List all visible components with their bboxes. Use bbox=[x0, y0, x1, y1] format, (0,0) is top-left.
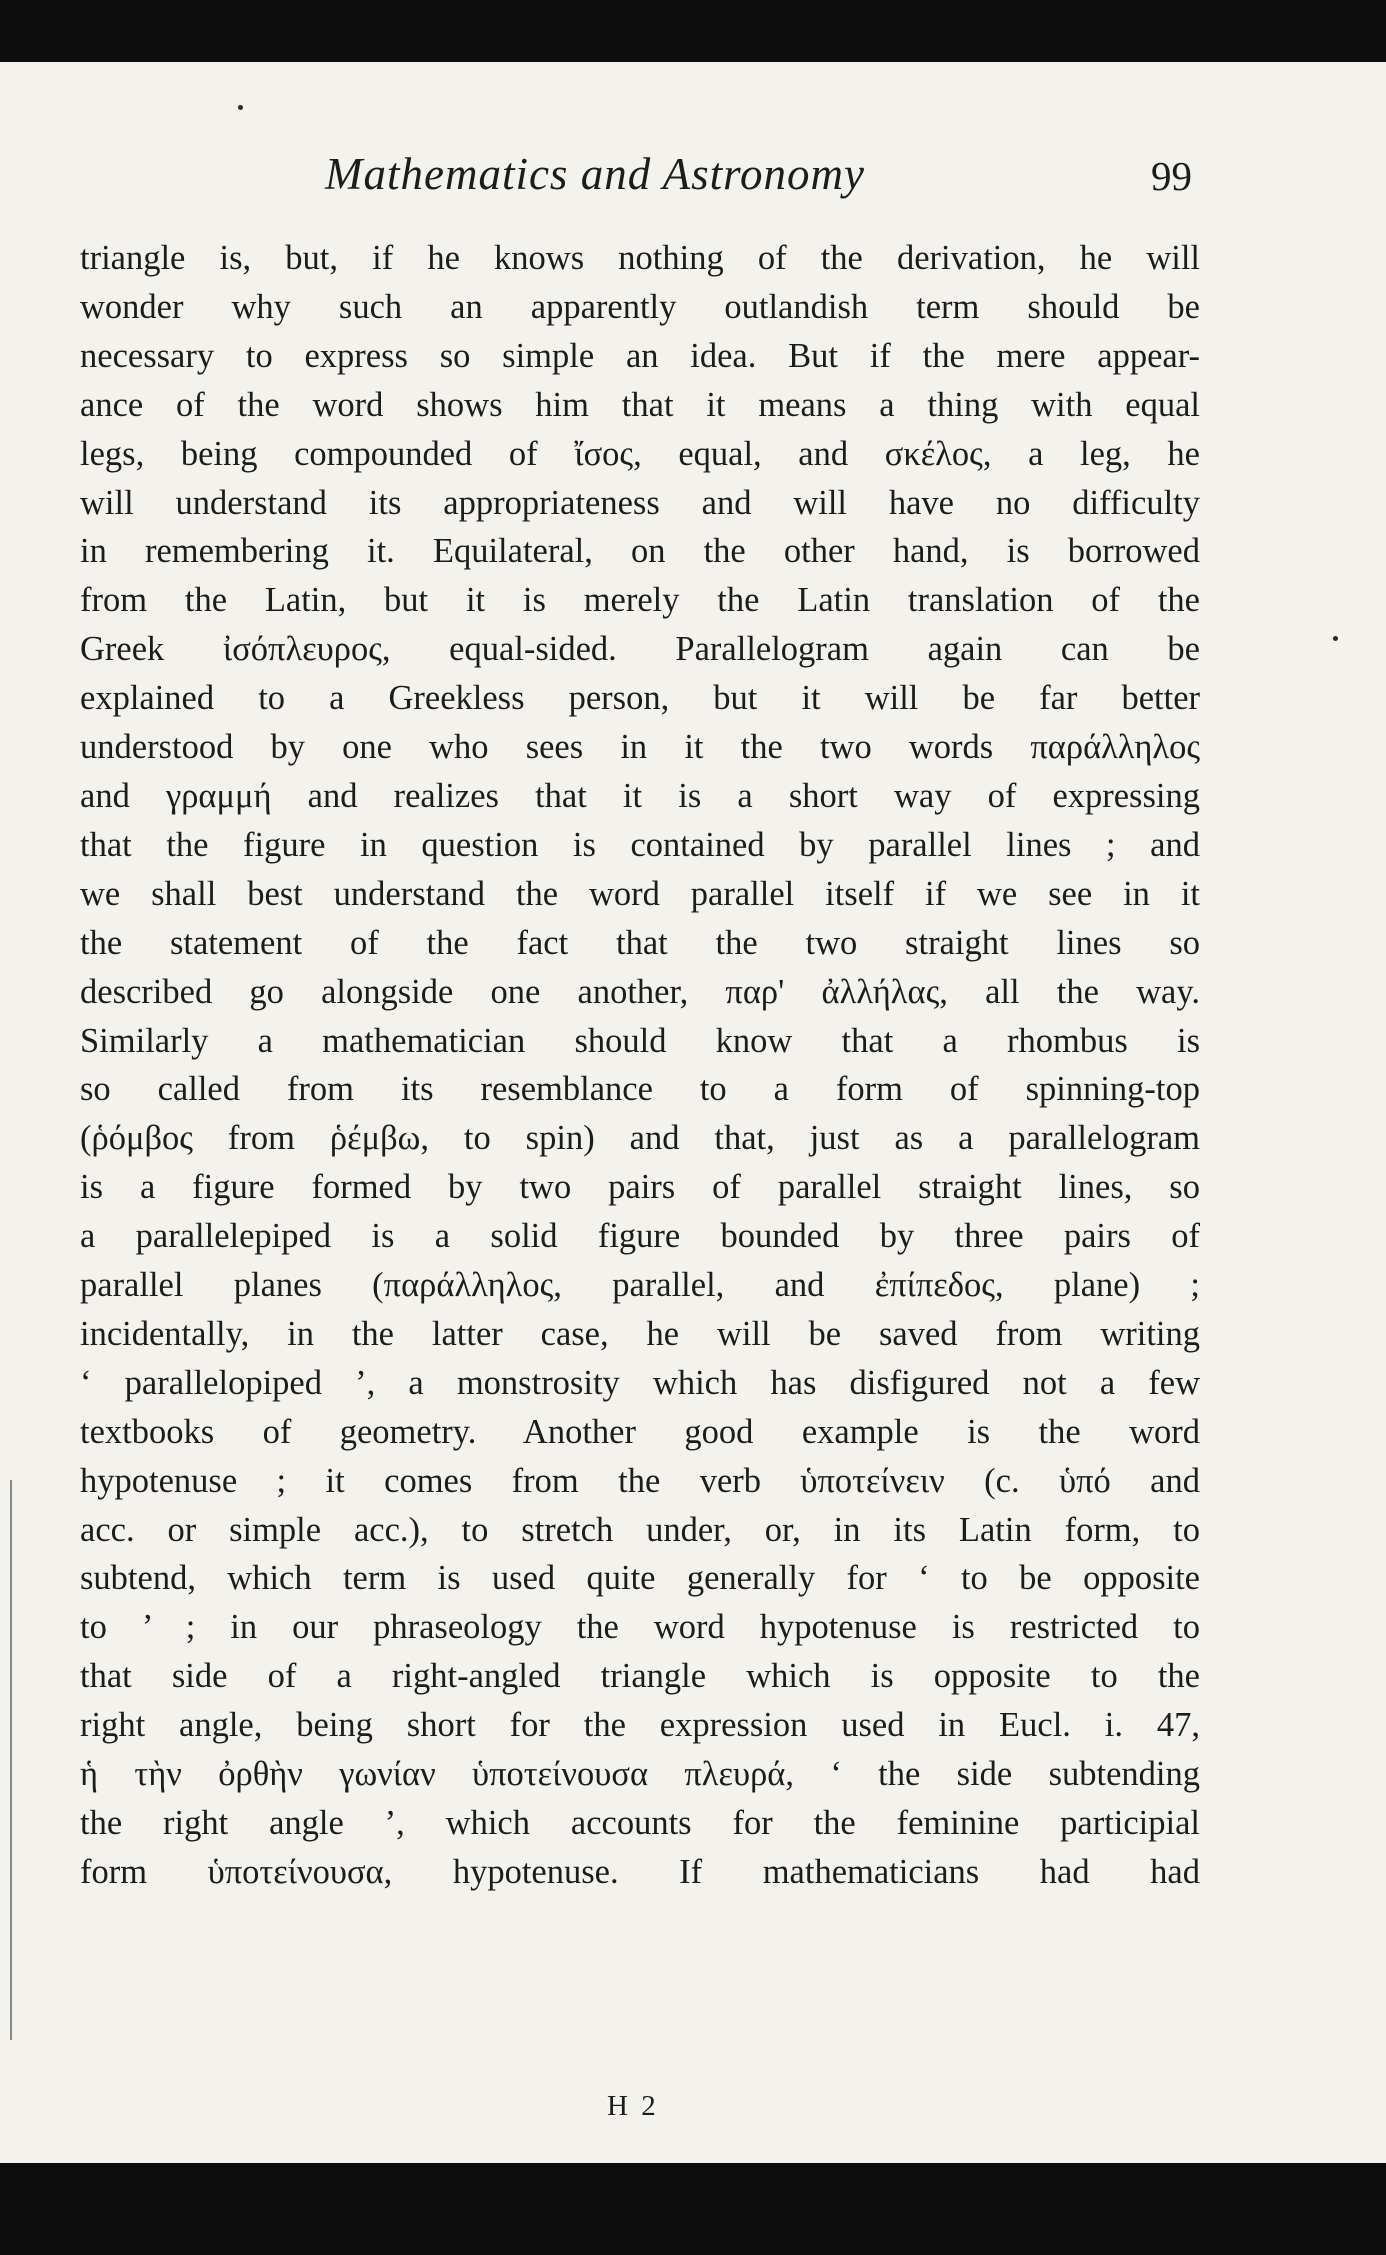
text-line: hypotenuse ; it comes from the verb ὑποτείνειν (c. ὑπό and bbox=[80, 1461, 1200, 1500]
text-line: understood by one who sees in it the two words παράλληλος bbox=[80, 728, 1200, 767]
text-line: form ὑποτείνουσα, hypotenuse. If mathematicians had had bbox=[80, 1852, 1200, 1891]
text-line: to ’ ; in our phraseology the word hypotenuse is restricted to bbox=[80, 1608, 1200, 1647]
page-edge-shadow bbox=[10, 1480, 12, 2040]
text-line: Similarly a mathematician should know that a rhombus is bbox=[80, 1021, 1200, 1060]
text-line: in remembering it. Equilateral, on the other hand, is borrowed bbox=[80, 532, 1200, 571]
scan-speck bbox=[238, 105, 243, 110]
text-line: parallel planes (παράλληλος, parallel, and ἐπίπεδος, plane) ; bbox=[80, 1266, 1200, 1305]
text-line: a parallelepiped is a solid figure bounded by three pairs of bbox=[80, 1217, 1200, 1256]
text-line: that the figure in question is contained by parallel lines ; and bbox=[80, 825, 1200, 864]
text-line: ‘ parallelopiped ’, a monstrosity which has disfigured not a few bbox=[80, 1363, 1200, 1402]
text-line: explained to a Greekless person, but it will be far better bbox=[80, 679, 1200, 718]
text-line: ance of the word shows him that it means a thing with equal bbox=[80, 385, 1200, 424]
text-line: (ῥόμβος from ῥέμβω, to spin) and that, just as a parallelogram bbox=[80, 1119, 1200, 1158]
text-line: is a figure formed by two pairs of parallel straight lines, so bbox=[80, 1168, 1200, 1207]
text-line: described go alongside one another, παρ' ἀλλήλας, all the way. bbox=[80, 972, 1200, 1011]
running-title: Mathematics and Astronomy bbox=[325, 149, 865, 199]
scan-border-bottom bbox=[0, 2163, 1386, 2255]
text-line: and γραμμή and realizes that it is a short way of expressing bbox=[80, 776, 1200, 815]
running-head bbox=[80, 140, 1200, 210]
text-line: ἡ τὴν ὀρθὴν γωνίαν ὑποτείνουσα πλευρά, ‘ the side subtending bbox=[80, 1755, 1200, 1794]
text-line: acc. or simple acc.), to stretch under, or, in its Latin form, to bbox=[80, 1510, 1200, 1549]
scan-speck bbox=[1333, 636, 1338, 641]
text-line: textbooks of geometry. Another good example is the word bbox=[80, 1412, 1200, 1451]
text-line: will understand its appropriateness and will have no difficulty bbox=[80, 483, 1200, 522]
text-line: the right angle ’, which accounts for the feminine participial bbox=[80, 1804, 1200, 1842]
text-line: Greek ἰσόπλευρος, equal-sided. Parallelogram again can be bbox=[80, 630, 1200, 669]
text-line: we shall best understand the word parallel itself if we see in it bbox=[80, 874, 1200, 913]
text-line: the statement of the fact that the two straight lines so bbox=[80, 923, 1200, 962]
body-text bbox=[80, 234, 1200, 1897]
text-line: necessary to express so simple an idea. But if the mere appear- bbox=[80, 336, 1200, 375]
text-line: right angle, being short for the expression used in Eucl. i. 47, bbox=[80, 1706, 1200, 1745]
scan-border-top bbox=[0, 0, 1386, 62]
text-line: that side of a right-angled triangle which is opposite to the bbox=[80, 1657, 1200, 1696]
text-line: triangle is, but, if he knows nothing of the derivation, he will bbox=[80, 239, 1200, 277]
text-line: so called from its resemblance to a form of spinning-top bbox=[80, 1070, 1200, 1109]
text-line: incidentally, in the latter case, he will be saved from writing bbox=[80, 1314, 1200, 1353]
text-line: legs, being compounded of ἴσος, equal, and σκέλος, a leg, he bbox=[80, 434, 1200, 473]
signature-mark: H 2 bbox=[607, 2090, 659, 2122]
page-number: 99 bbox=[1151, 153, 1192, 199]
text-line: from the Latin, but it is merely the Latin translation of the bbox=[80, 581, 1200, 620]
text-line: wonder why such an apparently outlandish term should be bbox=[80, 287, 1200, 326]
text-line: subtend, which term is used quite generally for ‘ to be opposite bbox=[80, 1559, 1200, 1598]
book-page bbox=[80, 140, 1200, 1897]
